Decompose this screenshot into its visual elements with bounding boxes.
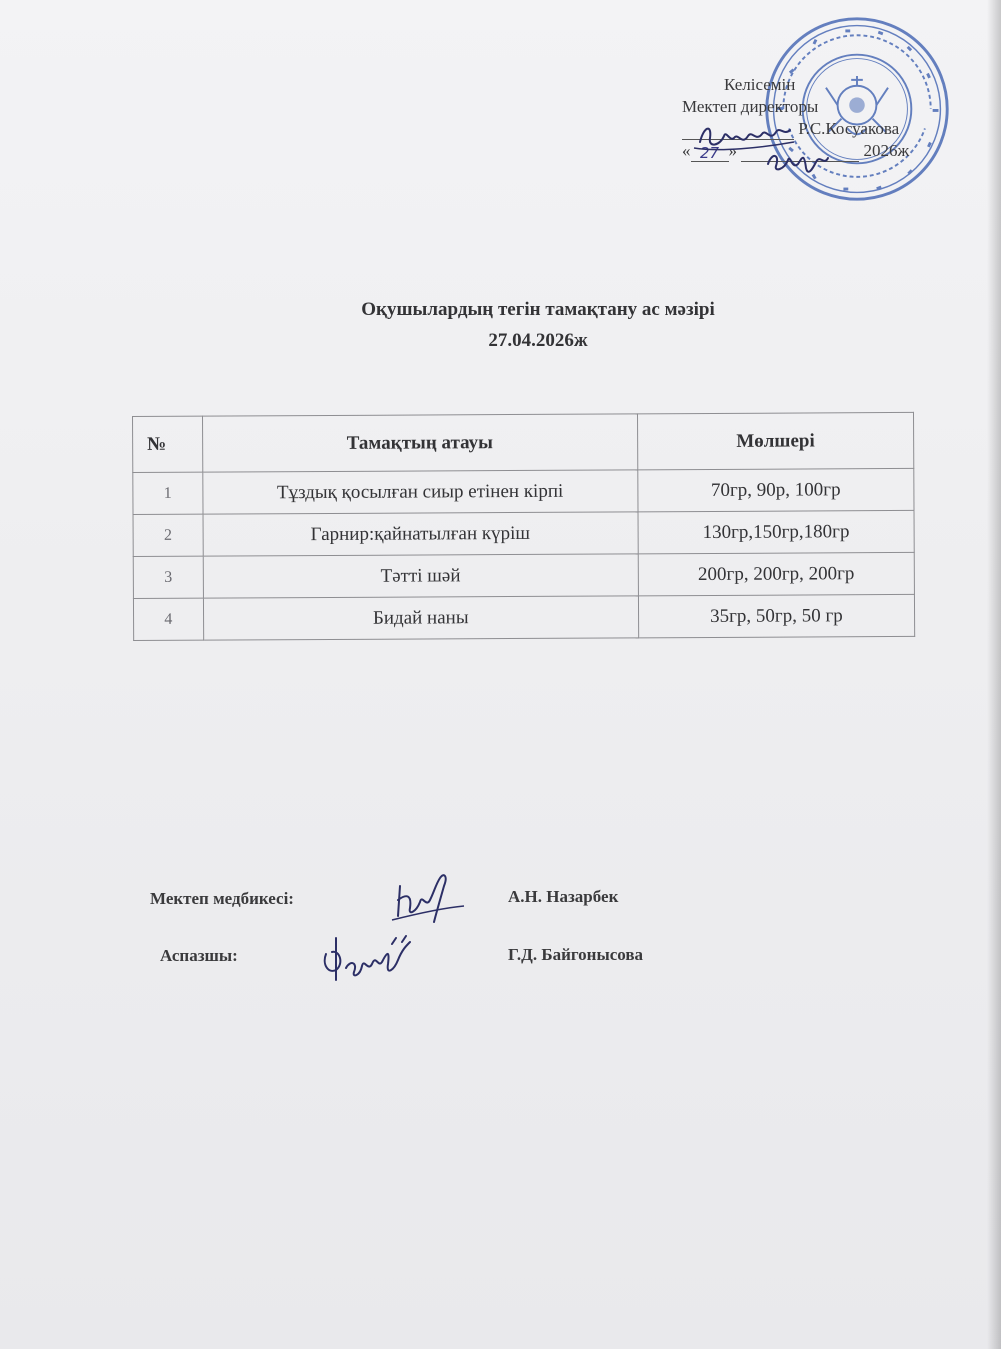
dish-name: Бидай наны — [203, 596, 638, 640]
table-row — [133, 594, 914, 640]
header-amount: Мөлшері — [637, 412, 914, 469]
date-day: 27 — [691, 145, 729, 162]
table-header-row — [133, 412, 914, 472]
dish-amount: 70гр, 90р, 100гр — [638, 468, 914, 511]
menu-table — [132, 412, 915, 641]
dish-name: Тәтті шәй — [203, 554, 638, 598]
date-year: 2026ж — [863, 141, 910, 160]
row-number: 2 — [133, 514, 203, 556]
director-name: Р.С.Косуакова — [798, 119, 900, 138]
approval-agree-label: Келісемін — [724, 75, 796, 94]
nurse-signature — [386, 864, 466, 924]
nurse-role-label: Мектеп медбикесі: — [150, 889, 294, 908]
row-number: 1 — [133, 472, 203, 514]
month-handwriting — [762, 140, 832, 180]
date-close-quote: » — [728, 141, 737, 160]
nurse-name: А.Н. Назарбек — [508, 887, 619, 906]
date-open-quote: « — [682, 141, 691, 160]
header-dish-name: Тамақтың атауы — [202, 414, 637, 472]
dish-name: Тұздық қосылған сиыр етінен кірпі — [202, 470, 637, 514]
row-number: 3 — [133, 556, 203, 598]
cook-signature — [316, 924, 426, 986]
cook-name: Г.Д. Байгонысова — [508, 945, 644, 964]
dish-name: Гарнир:қайнатылған күріш — [203, 512, 638, 556]
row-number: 4 — [133, 598, 203, 640]
header-number: № — [133, 416, 203, 472]
menu-date: 27.04.2026ж — [488, 330, 588, 351]
table-row — [133, 552, 914, 598]
table-row — [133, 510, 914, 556]
dish-amount: 200гр, 200гр, 200гр — [638, 552, 914, 595]
table-row — [133, 468, 914, 514]
dish-amount: 130гр,150гр,180гр — [638, 510, 914, 553]
cook-role-label: Аспазшы: — [160, 946, 238, 965]
dish-amount: 35гр, 50гр, 50 гр — [638, 594, 914, 637]
page-title: Оқушылардың тегін тамақтану ас мәзірі — [361, 299, 715, 320]
director-role: Мектеп директоры — [682, 97, 819, 116]
